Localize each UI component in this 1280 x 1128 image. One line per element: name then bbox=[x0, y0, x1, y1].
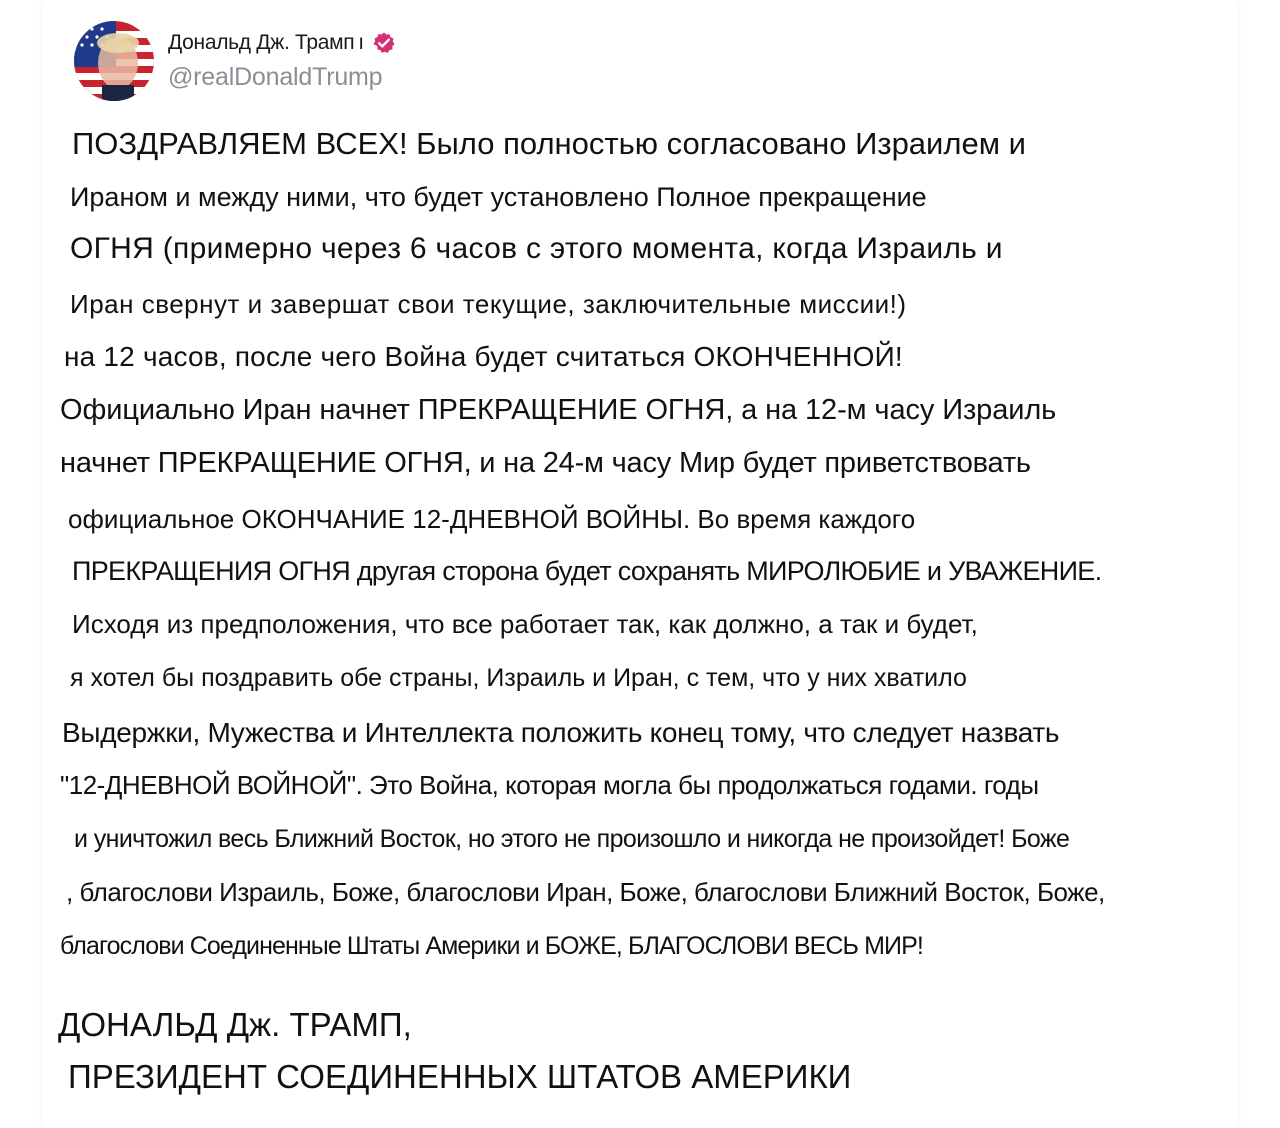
post-line: я хотел бы поздравить обе страны, Израиль и Иран, с тем, что у них хватило bbox=[70, 664, 967, 692]
author-handle[interactable]: @realDonaldTrump bbox=[168, 62, 383, 91]
post-line: ПРЕКРАЩЕНИЯ ОГНЯ другая сторона будет сохранять МИРОЛЮБИЕ и УВАЖЕНИЕ. bbox=[72, 556, 1102, 586]
post-line: благослови Соединенные Штаты Америки и БОЖЕ, БЛАГОСЛОВИ ВЕСЬ МИР! bbox=[60, 932, 923, 960]
post-header bbox=[74, 16, 396, 106]
signature-name: ДОНАЛЬД Дж. ТРАМП, bbox=[58, 1006, 412, 1043]
post-line: Ираном и между ними, что будет установлено Полное прекращение bbox=[70, 182, 927, 212]
author-name-row[interactable] bbox=[168, 31, 396, 55]
post-line: Выдержки, Мужества и Интеллекта положить конец тому, что следует назвать bbox=[62, 717, 1060, 748]
author-block bbox=[168, 31, 396, 92]
signature-title: ПРЕЗИДЕНТ СОЕДИНЕННЫХ ШТАТОВ АМЕРИКИ bbox=[68, 1058, 852, 1095]
author-display-name[interactable]: Дональд Дж. Трамп bbox=[168, 30, 355, 54]
post-line: , благослови Израиль, Боже, благослови Иран, Боже, благослови Ближний Восток, Боже, bbox=[66, 877, 1105, 907]
post-line: ОГНЯ (примерно через 6 часов с этого момента, когда Израиль и bbox=[70, 232, 1003, 265]
avatar[interactable] bbox=[74, 21, 154, 101]
post-line: "12-ДНЕВНОЙ ВОЙНОЙ". Это Война, которая могла бы продолжаться годами. годы bbox=[60, 770, 1039, 800]
post-line: Иран свернут и завершат свои текущие, заключительные миссии!) bbox=[70, 289, 907, 319]
verified-badge-icon bbox=[372, 31, 396, 55]
avatar-image bbox=[74, 21, 154, 101]
post-line: на 12 часов, после чего Война будет считаться ОКОНЧЕННОЙ! bbox=[64, 341, 903, 372]
post-line: ПОЗДРАВЛЯЕМ ВСЕХ! Было полностью согласовано Израилем и bbox=[72, 126, 1026, 161]
post-line: официальное ОКОНЧАНИЕ 12-ДНЕВНОЙ ВОЙНЫ. Во время каждого bbox=[68, 504, 916, 534]
post-line: Исходя из предположения, что все работает так, как должно, а так и будет, bbox=[72, 609, 978, 639]
post-line: начнет ПРЕКРАЩЕНИЕ ОГНЯ, и на 24-м часу Мир будет приветствовать bbox=[60, 447, 1031, 479]
post-line: Официально Иран начнет ПРЕКРАЩЕНИЕ ОГНЯ, а на 12-м часу Израиль bbox=[60, 394, 1057, 426]
post-line: и уничтожил весь Ближний Восток, но этого не произошло и никогда не произойдет! Боже bbox=[74, 825, 1070, 853]
author-name-suffix: ı bbox=[354, 30, 364, 54]
